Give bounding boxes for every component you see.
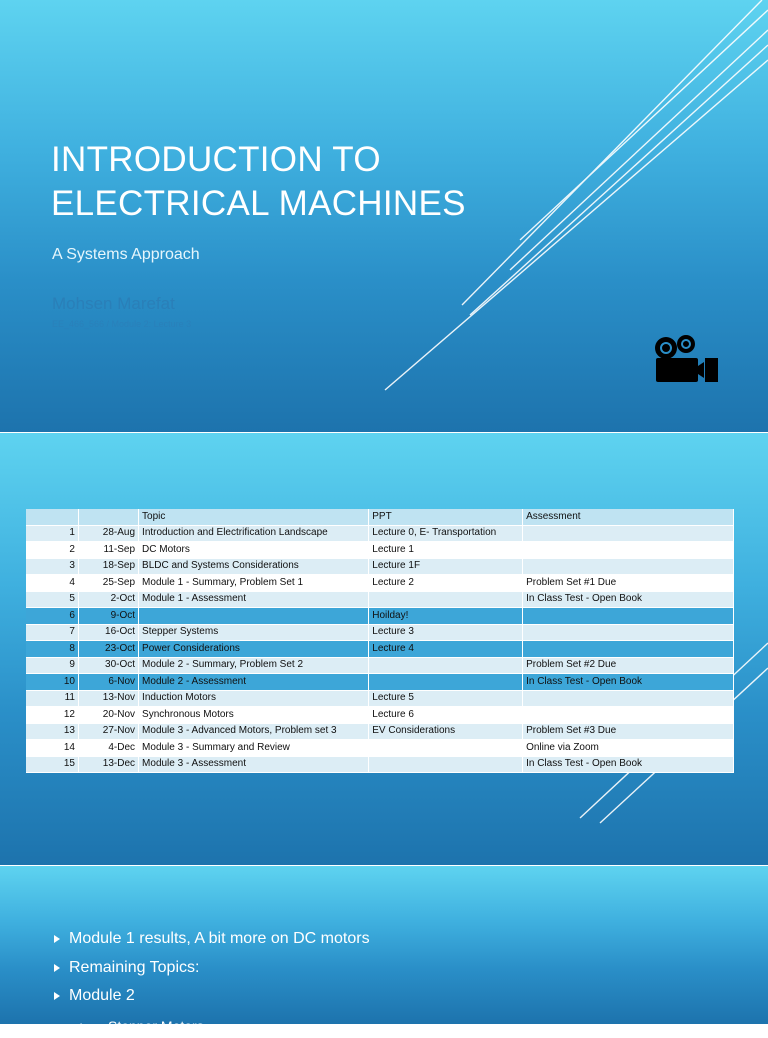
bullet-arrow-icon (54, 992, 60, 1000)
table-cell-date: 18-Sep (78, 558, 138, 575)
table-cell-n: 14 (26, 740, 78, 757)
table-cell-ppt: Lecture 0, E- Transportation (369, 525, 523, 542)
agenda-list (52, 928, 370, 1014)
table-cell-n: 11 (26, 690, 78, 707)
table-row (26, 624, 734, 641)
table-cell-date: 28-Aug (78, 525, 138, 542)
table-cell-ppt (369, 674, 523, 691)
table-row (26, 690, 734, 707)
table-cell-assessment (523, 707, 734, 724)
table-header-cell: Assessment (523, 509, 734, 525)
table-cell-assessment: Problem Set #2 Due (523, 657, 734, 674)
bullet-arrow-icon (54, 964, 60, 972)
table-cell-assessment: Online via Zoom (523, 740, 734, 757)
table-cell-topic: Module 3 - Summary and Review (139, 740, 369, 757)
slide-title (51, 138, 466, 226)
table-row (26, 542, 734, 559)
table-cell-ppt: Lecture 1 (369, 542, 523, 559)
table-cell-date: 20-Nov (78, 707, 138, 724)
table-cell-ppt: Lecture 1F (369, 558, 523, 575)
table-cell-n: 10 (26, 674, 78, 691)
table-row (26, 558, 734, 575)
table-row (26, 591, 734, 608)
table-cell-n: 8 (26, 641, 78, 658)
video-camera-icon[interactable] (652, 334, 720, 384)
table-cell-topic: Module 3 - Assessment (139, 756, 369, 773)
title-line-2: ELECTRICAL MACHINES (51, 184, 466, 223)
table-row (26, 723, 734, 740)
table-cell-ppt: Lecture 6 (369, 707, 523, 724)
table-cell-ppt: Lecture 3 (369, 624, 523, 641)
table-cell-assessment (523, 525, 734, 542)
table-cell-assessment (523, 542, 734, 559)
table-cell-date: 16-Oct (78, 624, 138, 641)
table-cell-ppt: EV Considerations (369, 723, 523, 740)
bullet-arrow-icon (54, 935, 60, 943)
list-item: Remaining Topics: (52, 957, 370, 986)
table-cell-assessment (523, 690, 734, 707)
agenda-slide (0, 866, 768, 1034)
table-row (26, 608, 734, 625)
table-cell-topic: Module 1 - Assessment (139, 591, 369, 608)
table-cell-date: 25-Sep (78, 575, 138, 592)
table-cell-date: 23-Oct (78, 641, 138, 658)
table-cell-assessment: In Class Test - Open Book (523, 674, 734, 691)
list-item: Module 2 (52, 985, 370, 1014)
list-item: Module 1 results, A bit more on DC motors (52, 928, 370, 957)
table-cell-date: 4-Dec (78, 740, 138, 757)
table-cell-date: 11-Sep (78, 542, 138, 559)
table-cell-date: 2-Oct (78, 591, 138, 608)
schedule-slide (0, 433, 768, 865)
table-cell-date: 13-Nov (78, 690, 138, 707)
table-cell-topic: Introduction and Electrification Landscape (139, 525, 369, 542)
table-row (26, 674, 734, 691)
table-cell-n: 5 (26, 591, 78, 608)
table-cell-date: 9-Oct (78, 608, 138, 625)
table-header-cell (78, 509, 138, 525)
table-header-cell: PPT (369, 509, 523, 525)
table-cell-n: 15 (26, 756, 78, 773)
table-cell-ppt (369, 756, 523, 773)
table-cell-n: 1 (26, 525, 78, 542)
table-cell-assessment (523, 641, 734, 658)
table-cell-assessment (523, 624, 734, 641)
table-cell-ppt: Lecture 4 (369, 641, 523, 658)
table-cell-topic: Module 2 - Assessment (139, 674, 369, 691)
table-cell-n: 2 (26, 542, 78, 559)
table-header-cell: Topic (139, 509, 369, 525)
table-cell-assessment: Problem Set #1 Due (523, 575, 734, 592)
table-cell-ppt (369, 591, 523, 608)
subtitle: A Systems Approach (52, 246, 200, 263)
table-row (26, 525, 734, 542)
table-row (26, 707, 734, 724)
title-slide (0, 0, 768, 432)
table-cell-date: 30-Oct (78, 657, 138, 674)
table-header-cell (26, 509, 78, 525)
table-cell-date: 13-Dec (78, 756, 138, 773)
table-cell-topic: Induction Motors (139, 690, 369, 707)
table-cell-topic: Power Considerations (139, 641, 369, 658)
table-cell-assessment: In Class Test - Open Book (523, 591, 734, 608)
table-row (26, 740, 734, 757)
table-cell-topic: Synchronous Motors (139, 707, 369, 724)
sub-list (78, 1016, 204, 1038)
table-cell-topic (139, 608, 369, 625)
table-row (26, 641, 734, 658)
table-cell-topic: Module 3 - Advanced Motors, Problem set 3 (139, 723, 369, 740)
author-name: Mohsen Marefat (52, 294, 175, 313)
table-row (26, 756, 734, 773)
table-cell-topic: Stepper Systems (139, 624, 369, 641)
table-cell-assessment (523, 558, 734, 575)
table-cell-ppt: Lecture 5 (369, 690, 523, 707)
course-label: EE_466_566 / Module 2: Lecture 3 (52, 319, 192, 329)
sub-list-item: 1. Stepper Motors (78, 1018, 204, 1034)
table-cell-assessment: In Class Test - Open Book (523, 756, 734, 773)
table-cell-topic: Module 2 - Summary, Problem Set 2 (139, 657, 369, 674)
table-row (26, 575, 734, 592)
table-cell-n: 12 (26, 707, 78, 724)
table-cell-n: 7 (26, 624, 78, 641)
table-row (26, 657, 734, 674)
table-cell-topic: BLDC and Systems Considerations (139, 558, 369, 575)
table-cell-date: 27-Nov (78, 723, 138, 740)
schedule-table (26, 509, 734, 773)
table-cell-date: 6-Nov (78, 674, 138, 691)
title-line-1: INTRODUCTION TO (51, 140, 381, 179)
table-cell-ppt (369, 657, 523, 674)
table-cell-topic: DC Motors (139, 542, 369, 559)
table-cell-n: 3 (26, 558, 78, 575)
table-cell-assessment (523, 608, 734, 625)
table-cell-n: 4 (26, 575, 78, 592)
table-cell-n: 13 (26, 723, 78, 740)
table-cell-assessment: Problem Set #3 Due (523, 723, 734, 740)
table-cell-ppt: Hoilday! (369, 608, 523, 625)
table-cell-ppt: Lecture 2 (369, 575, 523, 592)
table-cell-n: 6 (26, 608, 78, 625)
table-cell-n: 9 (26, 657, 78, 674)
table-header-row (26, 509, 734, 525)
table-cell-ppt (369, 740, 523, 757)
table-cell-topic: Module 1 - Summary, Problem Set 1 (139, 575, 369, 592)
